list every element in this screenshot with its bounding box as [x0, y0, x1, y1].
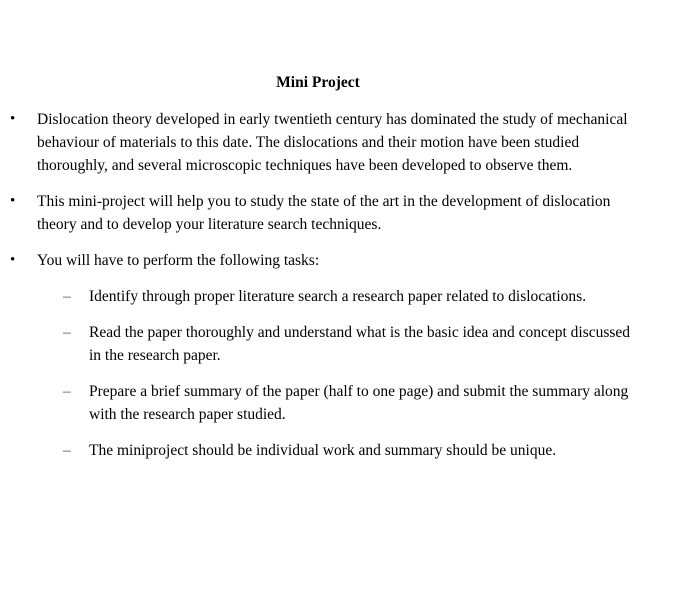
task-item: [37, 285, 650, 308]
dash-marker: –: [63, 442, 71, 459]
bullet-list: [0, 108, 680, 475]
bullet-marker: •: [10, 252, 16, 268]
dash-marker: –: [63, 288, 71, 305]
task-text: Prepare a brief summary of the paper (half to one page) and submit the summary along with the research paper studied.: [89, 383, 629, 423]
bullet-text: This mini-project will help you to study the state of the art in the development of dislocation theory and to develop your literature search techniques.: [37, 193, 611, 233]
bullet-marker: •: [10, 193, 16, 209]
task-list: [37, 285, 650, 462]
task-item: [37, 439, 650, 462]
bullet-item: [0, 249, 680, 462]
document-title: Mini Project: [276, 74, 360, 91]
dash-marker: –: [63, 383, 71, 400]
bullet-text: You will have to perform the following tasks:: [37, 252, 320, 269]
bullet-item: [0, 108, 680, 177]
task-item: [37, 321, 650, 367]
bullet-marker: •: [10, 111, 16, 127]
task-item: [37, 380, 650, 426]
task-text: The miniproject should be individual work and summary should be unique.: [89, 442, 557, 459]
bullet-text: Dislocation theory developed in early twentieth century has dominated the study of mechanical behaviour of materials to this date. The dislocations and their motion have been studied thoroughly, and several microscopic techniques have been developed to observe them.: [37, 111, 628, 174]
task-text: Identify through proper literature search a research paper related to dislocations.: [89, 288, 587, 305]
dash-marker: –: [63, 324, 71, 341]
task-text: Read the paper thoroughly and understand what is the basic idea and concept discussed in the research paper.: [89, 324, 631, 364]
bullet-item: [0, 190, 680, 236]
